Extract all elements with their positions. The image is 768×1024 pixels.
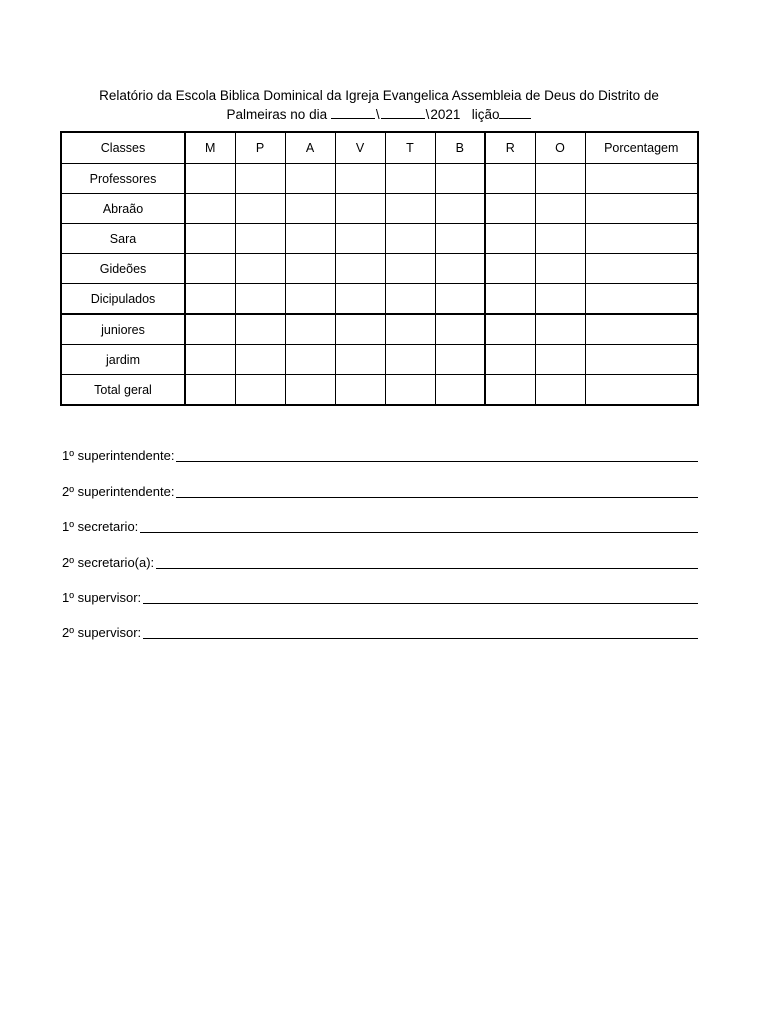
signature-blank[interactable] bbox=[176, 447, 698, 462]
table-cell[interactable] bbox=[585, 164, 698, 194]
lesson-blank[interactable] bbox=[499, 106, 531, 119]
table-cell[interactable] bbox=[185, 254, 235, 284]
day-blank[interactable] bbox=[331, 106, 375, 119]
table-row bbox=[61, 314, 698, 345]
table-header-cell: B bbox=[435, 132, 485, 164]
signature-blank[interactable] bbox=[140, 518, 698, 533]
table-cell[interactable] bbox=[335, 254, 385, 284]
table-cell[interactable] bbox=[435, 164, 485, 194]
table-cell[interactable] bbox=[385, 314, 435, 345]
table-cell[interactable] bbox=[335, 314, 385, 345]
table-cell[interactable] bbox=[385, 375, 435, 406]
table-cell[interactable] bbox=[285, 345, 335, 375]
table-cell[interactable] bbox=[485, 284, 535, 315]
table-cell[interactable] bbox=[235, 164, 285, 194]
table-cell[interactable] bbox=[535, 194, 585, 224]
table-cell[interactable] bbox=[235, 224, 285, 254]
table-header-cell: R bbox=[485, 132, 535, 164]
table-cell[interactable] bbox=[535, 284, 585, 315]
table-cell[interactable] bbox=[335, 164, 385, 194]
table-cell[interactable] bbox=[285, 254, 335, 284]
table-cell[interactable] bbox=[385, 254, 435, 284]
table-cell[interactable] bbox=[585, 284, 698, 315]
table-row bbox=[61, 284, 698, 315]
table-cell[interactable] bbox=[485, 254, 535, 284]
signature-line bbox=[62, 463, 698, 498]
table-cell[interactable] bbox=[185, 224, 235, 254]
report-title-line-2 bbox=[62, 105, 696, 124]
table-cell[interactable] bbox=[435, 345, 485, 375]
table-cell[interactable] bbox=[585, 254, 698, 284]
table-cell[interactable] bbox=[435, 314, 485, 345]
class-name-cell: Abraão bbox=[61, 194, 185, 224]
table-cell[interactable] bbox=[185, 194, 235, 224]
table-cell[interactable] bbox=[235, 345, 285, 375]
signature-label: 2º secretario(a): bbox=[62, 554, 155, 570]
table-cell[interactable] bbox=[585, 345, 698, 375]
signature-blank[interactable] bbox=[176, 483, 698, 498]
report-title-prefix: Palmeiras no dia bbox=[226, 107, 328, 122]
table-cell[interactable] bbox=[235, 194, 285, 224]
table-header-cell: A bbox=[285, 132, 335, 164]
table-row bbox=[61, 164, 698, 194]
signature-line bbox=[62, 499, 698, 534]
table-cell[interactable] bbox=[535, 224, 585, 254]
signature-blank[interactable] bbox=[156, 554, 698, 569]
table-cell[interactable] bbox=[485, 224, 535, 254]
month-blank[interactable] bbox=[381, 106, 425, 119]
lesson-label: lição bbox=[471, 107, 500, 122]
table-cell[interactable] bbox=[535, 254, 585, 284]
signature-label: 1º secretario: bbox=[62, 519, 139, 535]
table-cell[interactable] bbox=[335, 224, 385, 254]
table-cell[interactable] bbox=[185, 345, 235, 375]
table-row bbox=[61, 194, 698, 224]
class-name-cell: Professores bbox=[61, 164, 185, 194]
table-cell[interactable] bbox=[585, 375, 698, 406]
signature-label: 1º supervisor: bbox=[62, 589, 142, 605]
date-separator: \ bbox=[375, 107, 380, 122]
table-cell[interactable] bbox=[385, 284, 435, 315]
header-classes: Classes bbox=[61, 132, 185, 164]
table-cell[interactable] bbox=[185, 164, 235, 194]
table-cell[interactable] bbox=[535, 375, 585, 406]
table-cell[interactable] bbox=[435, 375, 485, 406]
table-row bbox=[61, 345, 698, 375]
class-name-cell: Sara bbox=[61, 224, 185, 254]
table-header-cell: O bbox=[535, 132, 585, 164]
table-header-cell: T bbox=[385, 132, 435, 164]
attendance-table bbox=[60, 131, 699, 406]
table-cell[interactable] bbox=[485, 375, 535, 406]
signature-blank[interactable] bbox=[143, 589, 698, 604]
class-name-cell: Total geral bbox=[61, 375, 185, 406]
signature-label: 2º supervisor: bbox=[62, 625, 142, 641]
signature-label: 2º superintendente: bbox=[62, 483, 175, 499]
table-cell[interactable] bbox=[385, 224, 435, 254]
table-cell[interactable] bbox=[485, 345, 535, 375]
signature-line bbox=[62, 428, 698, 463]
class-name-cell: Dicipulados bbox=[61, 284, 185, 315]
table-cell[interactable] bbox=[535, 345, 585, 375]
table-cell[interactable] bbox=[385, 345, 435, 375]
table-cell[interactable] bbox=[285, 284, 335, 315]
table-header-row bbox=[61, 132, 698, 164]
table-cell[interactable] bbox=[435, 284, 485, 315]
table-header-cell: Porcentagem bbox=[585, 132, 698, 164]
table-cell[interactable] bbox=[485, 314, 535, 345]
table-cell[interactable] bbox=[435, 224, 485, 254]
table-header-cell: V bbox=[335, 132, 385, 164]
table-cell[interactable] bbox=[485, 194, 535, 224]
table-cell[interactable] bbox=[235, 284, 285, 315]
report-title bbox=[62, 86, 696, 124]
table-cell[interactable] bbox=[285, 314, 335, 345]
date-separator: \ bbox=[425, 107, 430, 122]
table-cell[interactable] bbox=[335, 345, 385, 375]
table-cell[interactable] bbox=[285, 194, 335, 224]
table-cell[interactable] bbox=[585, 194, 698, 224]
class-name-cell: juniores bbox=[61, 314, 185, 345]
signature-line bbox=[62, 570, 698, 605]
table-cell[interactable] bbox=[185, 375, 235, 406]
table-cell[interactable] bbox=[535, 164, 585, 194]
year-text: 2021 bbox=[430, 107, 461, 122]
class-name-cell: jardim bbox=[61, 345, 185, 375]
class-name-cell: Gideões bbox=[61, 254, 185, 284]
table-cell[interactable] bbox=[535, 314, 585, 345]
table-cell[interactable] bbox=[285, 164, 335, 194]
table-row bbox=[61, 375, 698, 406]
table-cell[interactable] bbox=[185, 314, 235, 345]
table-row bbox=[61, 254, 698, 284]
table-cell[interactable] bbox=[285, 224, 335, 254]
table-cell[interactable] bbox=[185, 284, 235, 315]
table-cell[interactable] bbox=[435, 254, 485, 284]
table-cell[interactable] bbox=[585, 314, 698, 345]
signature-label: 1º superintendente: bbox=[62, 448, 175, 464]
table-cell[interactable] bbox=[235, 314, 285, 345]
table-cell[interactable] bbox=[335, 375, 385, 406]
table-header-cell: M bbox=[185, 132, 235, 164]
signature-line bbox=[62, 605, 698, 640]
table-cell[interactable] bbox=[235, 254, 285, 284]
table-cell[interactable] bbox=[485, 164, 535, 194]
table-cell[interactable] bbox=[335, 284, 385, 315]
report-title-line-1: Relatório da Escola Biblica Dominical da Igreja Evangelica Assembleia de Deus do Distrito de bbox=[99, 88, 659, 103]
table-cell[interactable] bbox=[385, 164, 435, 194]
signature-blank[interactable] bbox=[143, 624, 698, 639]
table-cell[interactable] bbox=[585, 224, 698, 254]
table-cell[interactable] bbox=[335, 194, 385, 224]
signature-line bbox=[62, 534, 698, 569]
table-cell[interactable] bbox=[435, 194, 485, 224]
table-cell[interactable] bbox=[285, 375, 335, 406]
table-cell[interactable] bbox=[235, 375, 285, 406]
table-row bbox=[61, 224, 698, 254]
table-cell[interactable] bbox=[385, 194, 435, 224]
signature-section bbox=[62, 428, 698, 640]
table-header-cell: P bbox=[235, 132, 285, 164]
